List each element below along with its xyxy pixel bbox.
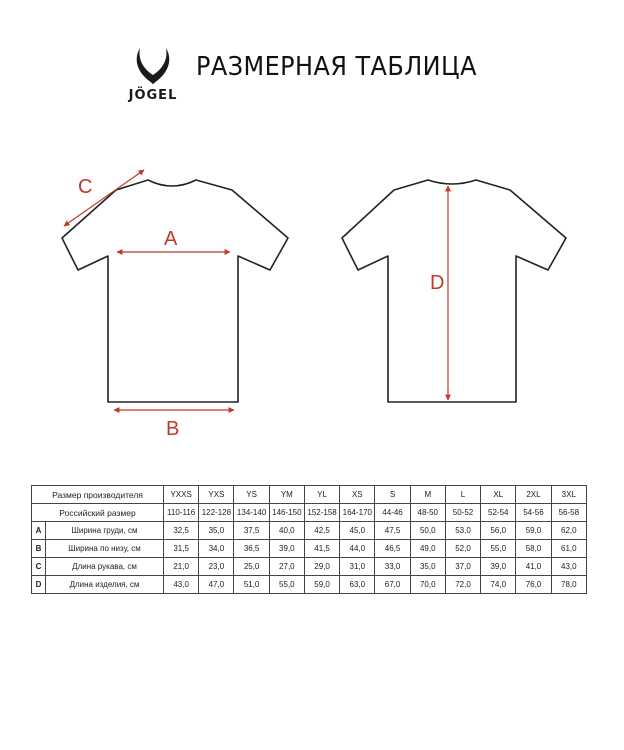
measurement-value: 23,0 xyxy=(199,558,234,576)
size-cell: S xyxy=(375,486,410,504)
russian-size-cell: 110-116 xyxy=(164,504,199,522)
label-c: C xyxy=(78,176,93,198)
size-cell: YXS xyxy=(199,486,234,504)
measure-line-c xyxy=(64,170,144,226)
measurement-value: 32,5 xyxy=(164,522,199,540)
measurement-value: 31,0 xyxy=(340,558,375,576)
measurement-row xyxy=(32,576,587,594)
measurement-value: 47,0 xyxy=(199,576,234,594)
russian-size-cell: 56-58 xyxy=(551,504,586,522)
front-shirt-diagram xyxy=(60,160,300,440)
russian-size-row xyxy=(32,504,587,522)
measurement-value: 29,0 xyxy=(304,558,339,576)
measurement-value: 53,0 xyxy=(445,522,480,540)
russian-size-cell: 146-150 xyxy=(269,504,304,522)
measurement-value: 37,5 xyxy=(234,522,269,540)
measurement-row xyxy=(32,558,587,576)
measurement-value: 35,0 xyxy=(199,522,234,540)
measurement-row xyxy=(32,540,587,558)
brand-logo xyxy=(118,44,188,106)
measurement-value: 43,0 xyxy=(551,558,586,576)
russian-size-cell: 134-140 xyxy=(234,504,269,522)
measurement-value: 59,0 xyxy=(304,576,339,594)
size-cell: XS xyxy=(340,486,375,504)
russian-size-cell: 50-52 xyxy=(445,504,480,522)
size-table xyxy=(31,485,587,594)
measurement-value: 41,0 xyxy=(516,558,551,576)
measurement-value: 49,0 xyxy=(410,540,445,558)
header-label: Размер производителя xyxy=(32,486,164,504)
measurement-value: 40,0 xyxy=(269,522,304,540)
russian-size-cell: 152-158 xyxy=(304,504,339,522)
measurement-value: 51,0 xyxy=(234,576,269,594)
back-shirt-outline xyxy=(342,180,566,402)
size-cell: L xyxy=(445,486,480,504)
header-row xyxy=(32,486,587,504)
measurement-value: 21,0 xyxy=(164,558,199,576)
page-title: РАЗМЕРНАЯ ТАБЛИЦА xyxy=(196,52,477,82)
measurement-letter: C xyxy=(32,558,46,576)
measurement-value: 31,5 xyxy=(164,540,199,558)
measurement-value: 58,0 xyxy=(516,540,551,558)
measurement-label: Длина рукава, см xyxy=(46,558,164,576)
back-shirt-diagram xyxy=(338,160,578,440)
russian-size-cell: 44-46 xyxy=(375,504,410,522)
measurement-value: 55,0 xyxy=(269,576,304,594)
front-shirt-outline xyxy=(62,180,288,402)
size-cell: XL xyxy=(481,486,516,504)
measurement-value: 59,0 xyxy=(516,522,551,540)
measurement-value: 62,0 xyxy=(551,522,586,540)
measurement-value: 56,0 xyxy=(481,522,516,540)
measurement-value: 42,5 xyxy=(304,522,339,540)
measurement-label: Ширина груди, см xyxy=(46,522,164,540)
russian-size-label: Российский размер xyxy=(32,504,164,522)
label-a: A xyxy=(164,228,178,250)
measurement-value: 39,0 xyxy=(481,558,516,576)
measurement-value: 45,0 xyxy=(340,522,375,540)
measurement-value: 39,0 xyxy=(269,540,304,558)
measurement-value: 61,0 xyxy=(551,540,586,558)
measurement-value: 67,0 xyxy=(375,576,410,594)
jogel-emblem-icon xyxy=(118,44,188,88)
size-cell: YXXS xyxy=(164,486,199,504)
measurement-value: 46,5 xyxy=(375,540,410,558)
measurement-value: 76,0 xyxy=(516,576,551,594)
measurement-value: 36,5 xyxy=(234,540,269,558)
measurement-letter: D xyxy=(32,576,46,594)
size-cell: 3XL xyxy=(551,486,586,504)
label-d: D xyxy=(430,272,445,294)
measurement-value: 44,0 xyxy=(340,540,375,558)
russian-size-cell: 122-128 xyxy=(199,504,234,522)
russian-size-cell: 54-56 xyxy=(516,504,551,522)
russian-size-cell: 52-54 xyxy=(481,504,516,522)
measurement-value: 50,0 xyxy=(410,522,445,540)
measurement-value: 33,0 xyxy=(375,558,410,576)
size-cell: M xyxy=(410,486,445,504)
logo-text: JÖGEL xyxy=(128,88,178,103)
russian-size-cell: 48-50 xyxy=(410,504,445,522)
measurement-value: 35,0 xyxy=(410,558,445,576)
size-cell: YM xyxy=(269,486,304,504)
size-cell: 2XL xyxy=(516,486,551,504)
size-cell: YL xyxy=(304,486,339,504)
measurement-value: 43,0 xyxy=(164,576,199,594)
measurement-value: 55,0 xyxy=(481,540,516,558)
measurement-row xyxy=(32,522,587,540)
measurement-value: 72,0 xyxy=(445,576,480,594)
measurement-value: 37,0 xyxy=(445,558,480,576)
measurement-value: 63,0 xyxy=(340,576,375,594)
measurement-value: 74,0 xyxy=(481,576,516,594)
measurement-value: 52,0 xyxy=(445,540,480,558)
measurement-letter: B xyxy=(32,540,46,558)
size-cell: YS xyxy=(234,486,269,504)
measurement-value: 78,0 xyxy=(551,576,586,594)
measurement-value: 27,0 xyxy=(269,558,304,576)
russian-size-cell: 164-170 xyxy=(340,504,375,522)
measurement-value: 47,5 xyxy=(375,522,410,540)
measurement-label: Ширина по низу, см xyxy=(46,540,164,558)
measurement-letter: A xyxy=(32,522,46,540)
measurement-label: Длина изделия, см xyxy=(46,576,164,594)
measurement-value: 70,0 xyxy=(410,576,445,594)
measurement-value: 34,0 xyxy=(199,540,234,558)
measurement-value: 25,0 xyxy=(234,558,269,576)
label-b: B xyxy=(166,418,180,440)
measurement-value: 41,5 xyxy=(304,540,339,558)
